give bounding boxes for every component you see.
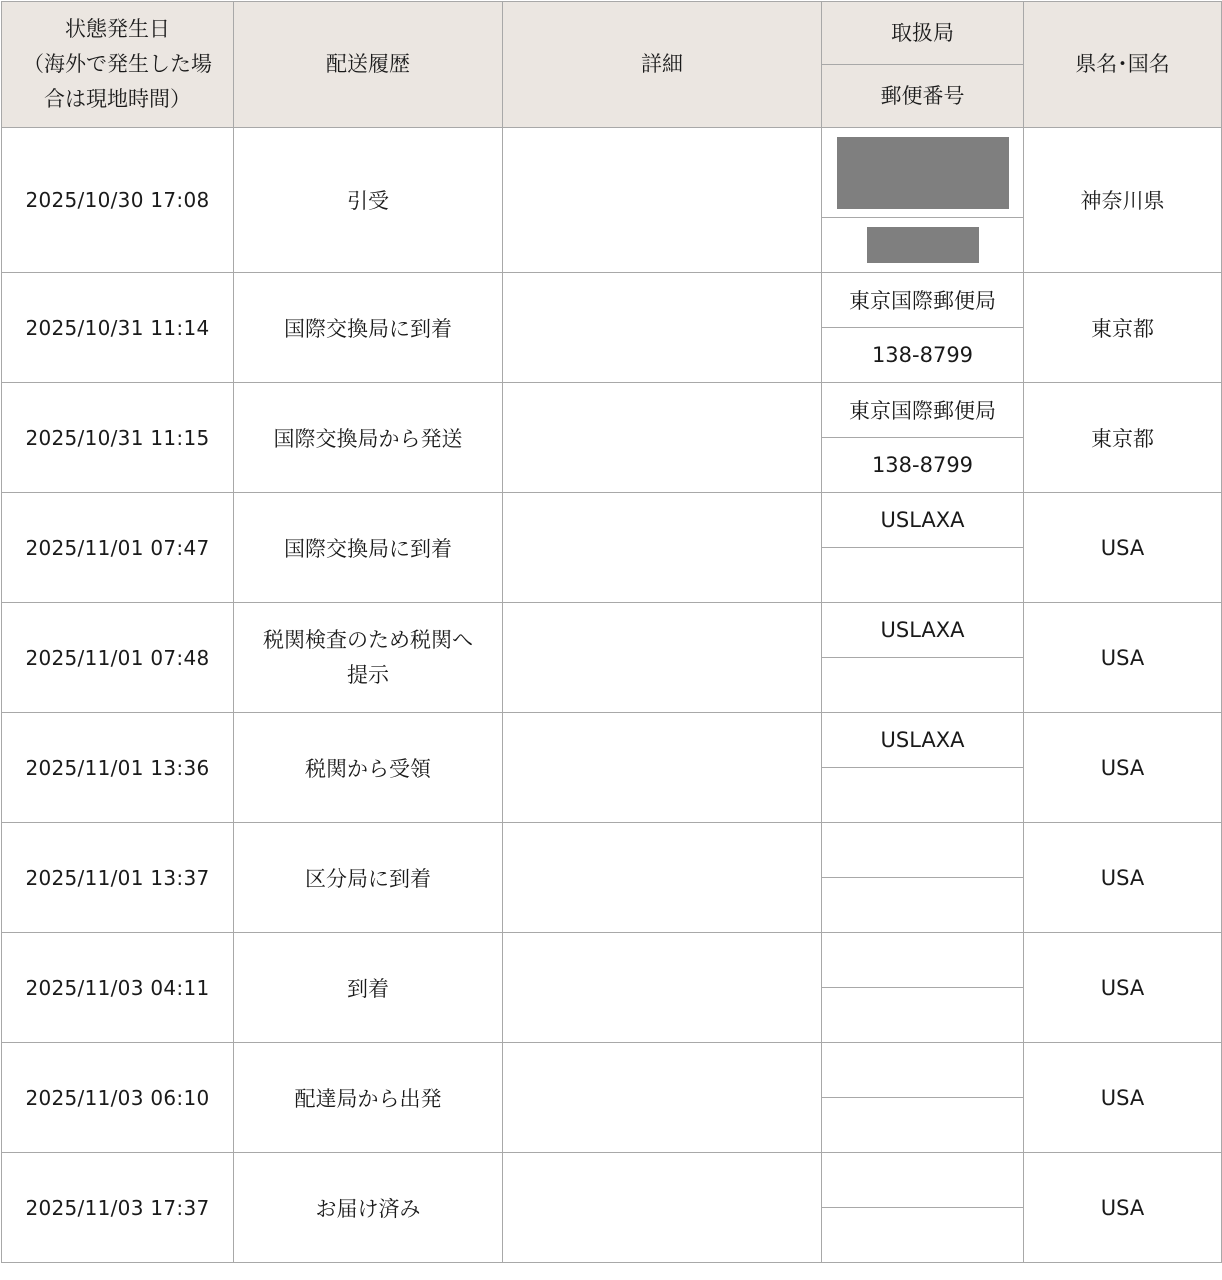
row-region: USA [1024, 493, 1222, 603]
row-region: USA [1024, 603, 1222, 713]
header-date-line1: 状態発生日 [65, 17, 170, 41]
row-date: 2025/11/03 17:37 [2, 1153, 234, 1263]
row-status: 区分局に到着 [234, 823, 503, 933]
header-region: 県名･国名 [1024, 2, 1222, 128]
row-office [822, 1153, 1024, 1208]
row-date: 2025/10/30 17:08 [2, 128, 234, 273]
row-date: 2025/11/01 07:47 [2, 493, 234, 603]
row-detail [503, 603, 822, 713]
row-status: お届け済み [234, 1153, 503, 1263]
row-office: USLAXA [822, 493, 1024, 548]
row-region: USA [1024, 933, 1222, 1043]
row-postal: 138-8799 [822, 438, 1024, 493]
row-status-line2: 提示 [347, 662, 389, 687]
row-office [822, 128, 1024, 218]
row-office: 東京国際郵便局 [822, 273, 1024, 328]
header-date-line2: （海外で発生した場 [23, 52, 212, 76]
table-row [2, 383, 1222, 438]
row-region: 東京都 [1024, 383, 1222, 493]
row-status-line1: 税関検査のため税関へ [263, 627, 473, 652]
row-postal [822, 1098, 1024, 1153]
row-region: USA [1024, 823, 1222, 933]
header-history: 配送履歴 [234, 2, 503, 128]
table-row [2, 823, 1222, 878]
row-status: 到着 [234, 933, 503, 1043]
row-region: 東京都 [1024, 273, 1222, 383]
row-detail [503, 128, 822, 273]
row-postal [822, 218, 1024, 273]
row-status: 税関から受領 [234, 713, 503, 823]
row-status: 引受 [234, 128, 503, 273]
row-date: 2025/11/01 07:48 [2, 603, 234, 713]
row-status: 国際交換局に到着 [234, 493, 503, 603]
table-row [2, 493, 1222, 548]
row-detail [503, 273, 822, 383]
row-postal [822, 878, 1024, 933]
header-detail: 詳細 [503, 2, 822, 128]
row-postal [822, 658, 1024, 713]
row-office [822, 823, 1024, 878]
row-status [234, 603, 503, 713]
row-office: 東京国際郵便局 [822, 383, 1024, 438]
row-postal [822, 988, 1024, 1043]
table-row [2, 128, 1222, 218]
row-postal [822, 768, 1024, 823]
row-detail [503, 1043, 822, 1153]
row-detail [503, 933, 822, 1043]
row-postal [822, 548, 1024, 603]
row-detail [503, 383, 822, 493]
row-detail [503, 493, 822, 603]
table-row [2, 933, 1222, 988]
table-row [2, 603, 1222, 658]
row-status: 配達局から出発 [234, 1043, 503, 1153]
row-detail [503, 713, 822, 823]
header-date [2, 2, 234, 128]
table-row [2, 1043, 1222, 1098]
redacted-office-block [837, 137, 1009, 209]
table-row [2, 713, 1222, 768]
row-region: 神奈川県 [1024, 128, 1222, 273]
row-region: USA [1024, 1043, 1222, 1153]
row-detail [503, 1153, 822, 1263]
row-office: USLAXA [822, 713, 1024, 768]
row-date: 2025/11/01 13:36 [2, 713, 234, 823]
row-office [822, 933, 1024, 988]
redacted-postal-block [867, 227, 979, 263]
row-status: 国際交換局から発送 [234, 383, 503, 493]
row-postal [822, 1208, 1024, 1263]
row-date: 2025/11/03 04:11 [2, 933, 234, 1043]
table-row [2, 1153, 1222, 1208]
tracking-history-table [1, 1, 1222, 1263]
row-postal: 138-8799 [822, 328, 1024, 383]
row-office [822, 1043, 1024, 1098]
header-postal: 郵便番号 [822, 65, 1024, 128]
row-date: 2025/10/31 11:14 [2, 273, 234, 383]
row-status: 国際交換局に到着 [234, 273, 503, 383]
row-region: USA [1024, 1153, 1222, 1263]
row-office: USLAXA [822, 603, 1024, 658]
row-date: 2025/11/03 06:10 [2, 1043, 234, 1153]
header-date-line3: 合は現地時間） [44, 87, 191, 111]
row-date: 2025/11/01 13:37 [2, 823, 234, 933]
table-row [2, 273, 1222, 328]
row-detail [503, 823, 822, 933]
row-date: 2025/10/31 11:15 [2, 383, 234, 493]
header-office: 取扱局 [822, 2, 1024, 65]
row-region: USA [1024, 713, 1222, 823]
